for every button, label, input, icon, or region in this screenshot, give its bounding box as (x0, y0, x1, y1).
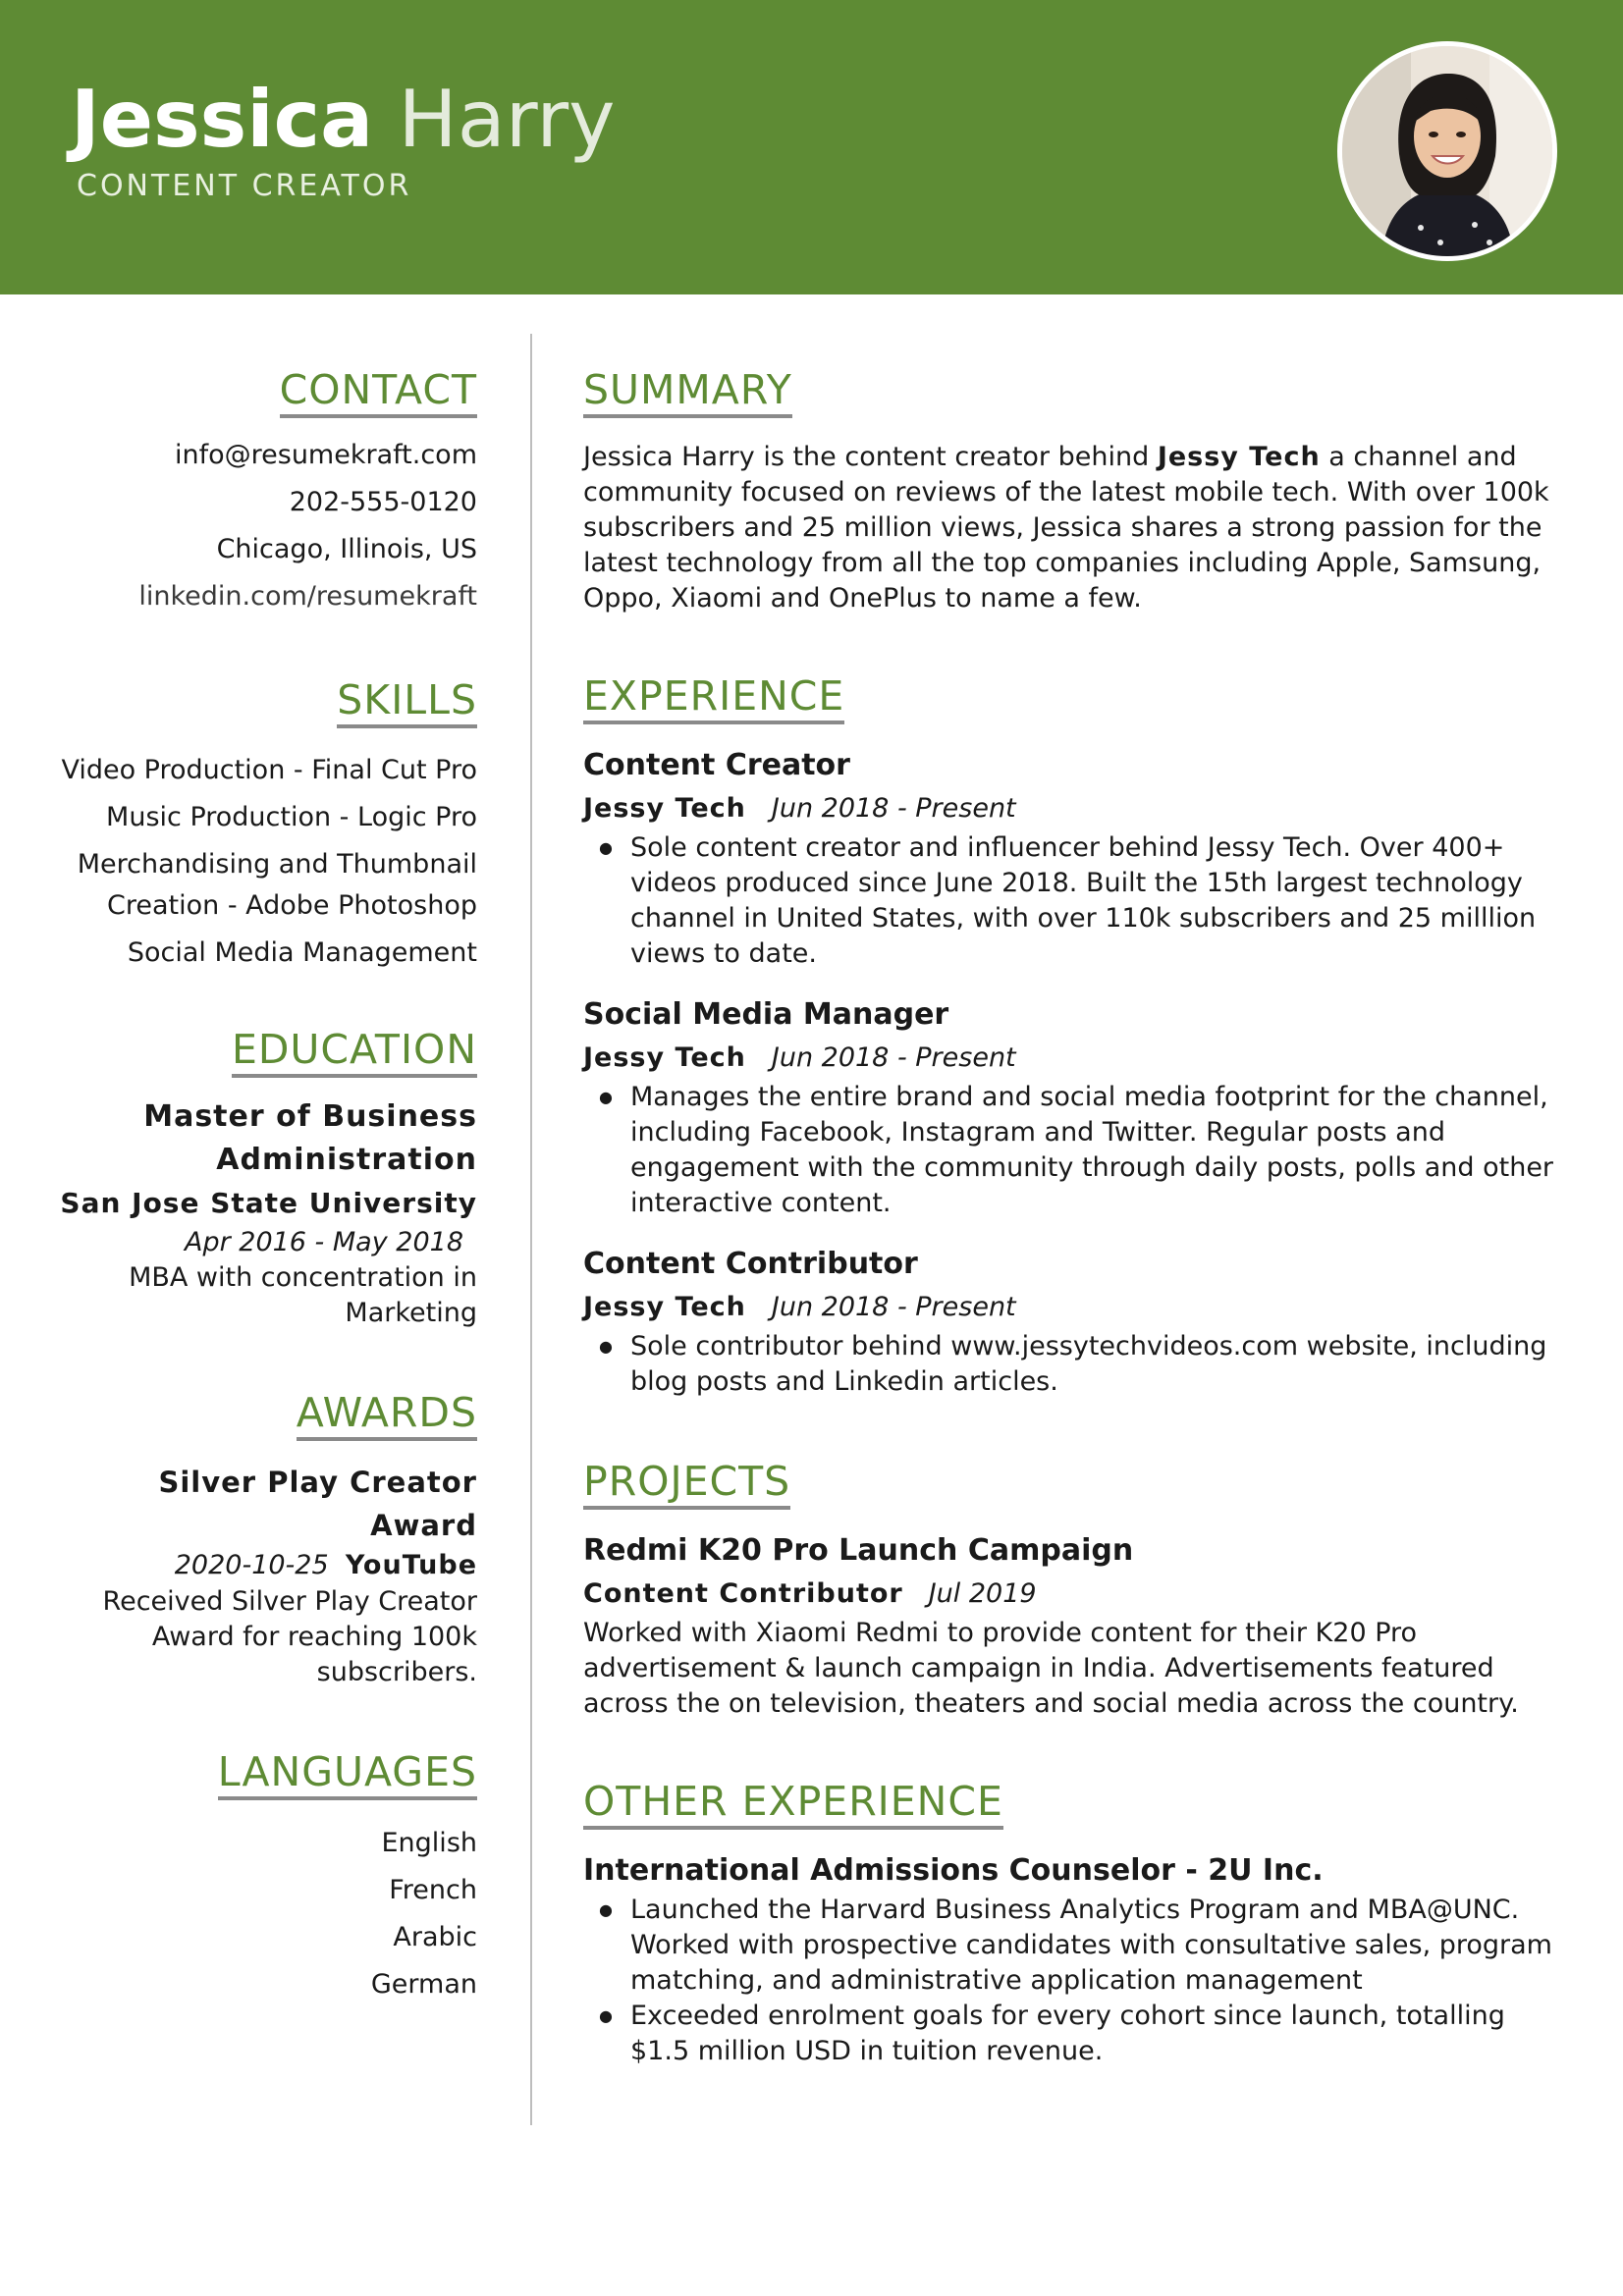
left-column (59, 365, 477, 2008)
skill-item: Merchandising and Thumbnail Creation - Adobe Photoshop (77, 849, 477, 921)
awards-heading: AWARDS (297, 1388, 477, 1441)
other-experience-heading: OTHER EXPERIENCE (583, 1777, 1003, 1830)
contact-email[interactable]: info@resumekraft.com (175, 440, 477, 470)
job-dates: Jun 2018 - Present (771, 1042, 1016, 1073)
job-role: CONTENT CREATOR (77, 169, 412, 203)
language-item: German (370, 1969, 477, 2000)
job-meta (583, 1286, 1565, 1329)
language-item: English (381, 1828, 477, 1858)
project-meta (583, 1573, 1565, 1616)
education-school: San Jose State University (60, 1187, 477, 1219)
header-banner (0, 0, 1623, 294)
award-description: Received Silver Play Creator Award for reaching 100k subscribers. (102, 1586, 477, 1687)
job-company: Jessy Tech (583, 1292, 746, 1322)
last-name: Harry (398, 74, 616, 165)
job-bullet: ● Sole contributor behind www.jessytechvideos.com website, including blog posts and Linkedin articles. (630, 1329, 1565, 1400)
summary-text-start: Jessica Harry is the content creator behind (583, 442, 1158, 472)
contact-phone: 202-555-0120 (289, 487, 477, 517)
job-title: Content Creator (583, 748, 850, 782)
contact-section (59, 365, 477, 620)
other-job-bullet: ● Exceeded enrolment goals for every cohort since launch, totalling $1.5 million USD in tuition revenue. (630, 1999, 1565, 2069)
job-title: Content Contributor (583, 1247, 918, 1281)
summary-heading: SUMMARY (583, 365, 792, 418)
job-dates: Jun 2018 - Present (771, 793, 1016, 824)
job-bullets (583, 1080, 1565, 1221)
profile-photo-illustration (1342, 46, 1552, 256)
summary-text (583, 440, 1565, 616)
candidate-name (71, 71, 615, 169)
skill-item: Video Production - Final Cut Pro (61, 755, 477, 785)
languages-section (59, 1747, 477, 2008)
language-item: French (389, 1875, 477, 1905)
job-meta (583, 1037, 1565, 1080)
language-item: Arabic (393, 1922, 477, 1952)
column-divider (530, 334, 532, 2125)
education-heading: EDUCATION (232, 1025, 477, 1078)
other-job-bullet: ● Launched the Harvard Business Analytics Program and MBA@UNC. Worked with prospective candidates with consultative sales, program matching, and administrative application management (630, 1893, 1565, 1999)
experience-entry (583, 993, 1565, 1221)
summary-text-end: a channel and community focused on reviews of the latest mobile tech. With over 100k subscribers and 25 million views, Jessica shares a strong passion for the latest technology from all the top companies including Apple, Samsung, Oppo, Xiaomi and OnePlus to name a few. (583, 442, 1549, 614)
right-column (583, 365, 1565, 2069)
education-degree: Master of Business Administration (143, 1099, 477, 1177)
project-role: Content Contributor (583, 1578, 903, 1609)
contact-linkedin[interactable]: linkedin.com/resumekraft (138, 581, 477, 612)
award-date: 2020-10-25 (174, 1550, 329, 1580)
experience-entry (583, 1243, 1565, 1400)
profile-photo (1337, 41, 1557, 261)
skills-heading: SKILLS (337, 675, 477, 728)
experience-entry (583, 744, 1565, 972)
education-description: MBA with concentration in Marketing (129, 1262, 477, 1328)
skill-item: Social Media Management (127, 937, 477, 968)
experience-section (583, 671, 1565, 1400)
first-name: Jessica (71, 74, 374, 165)
other-experience-section (583, 1777, 1565, 2069)
projects-heading: PROJECTS (583, 1457, 790, 1510)
project-date: Jul 2019 (928, 1578, 1037, 1609)
job-company: Jessy Tech (583, 1042, 746, 1073)
job-dates: Jun 2018 - Present (771, 1292, 1016, 1322)
education-section (59, 1025, 477, 1331)
education-dates: Apr 2016 - May 2018 (184, 1227, 463, 1257)
award-issuer: YouTube (345, 1550, 477, 1580)
job-company: Jessy Tech (583, 793, 746, 824)
job-bullets (583, 1329, 1565, 1400)
project-description: Worked with Xiaomi Redmi to provide content for their K20 Pro advertisement & launch campaign in India. Advertisements featured across the on television, theaters and social media across the country. (583, 1618, 1519, 1719)
projects-section (583, 1457, 1565, 1722)
awards-section (59, 1388, 477, 1690)
award-meta (59, 1547, 477, 1584)
summary-section (583, 365, 1565, 616)
summary-highlight: Jessy Tech (1157, 442, 1321, 472)
project-name: Redmi K20 Pro Launch Campaign (583, 1533, 1134, 1568)
contact-heading: CONTACT (280, 365, 477, 418)
award-name: Silver Play Creator Award (158, 1466, 477, 1542)
job-bullet: ● Manages the entire brand and social media footprint for the channel, including Facebook, Instagram and Twitter. Regular posts and engagement with the community through daily posts, polls and other interactive content. (630, 1080, 1565, 1221)
experience-heading: EXPERIENCE (583, 671, 844, 724)
skills-section (59, 675, 477, 974)
other-job-bullets (583, 1893, 1565, 2069)
contact-location: Chicago, Illinois, US (216, 534, 477, 564)
job-title: Social Media Manager (583, 997, 949, 1032)
languages-heading: LANGUAGES (218, 1747, 477, 1800)
skill-item: Music Production - Logic Pro (106, 802, 477, 832)
job-meta (583, 787, 1565, 830)
job-bullets (583, 830, 1565, 972)
job-bullet: ● Sole content creator and influencer behind Jessy Tech. Over 400+ videos produced since June 2018. Built the 15th largest technology channel in United States, with over 110k subscribers and 25 milllion views to date. (630, 830, 1565, 972)
other-job-title: International Admissions Counselor - 2U Inc. (583, 1853, 1324, 1888)
